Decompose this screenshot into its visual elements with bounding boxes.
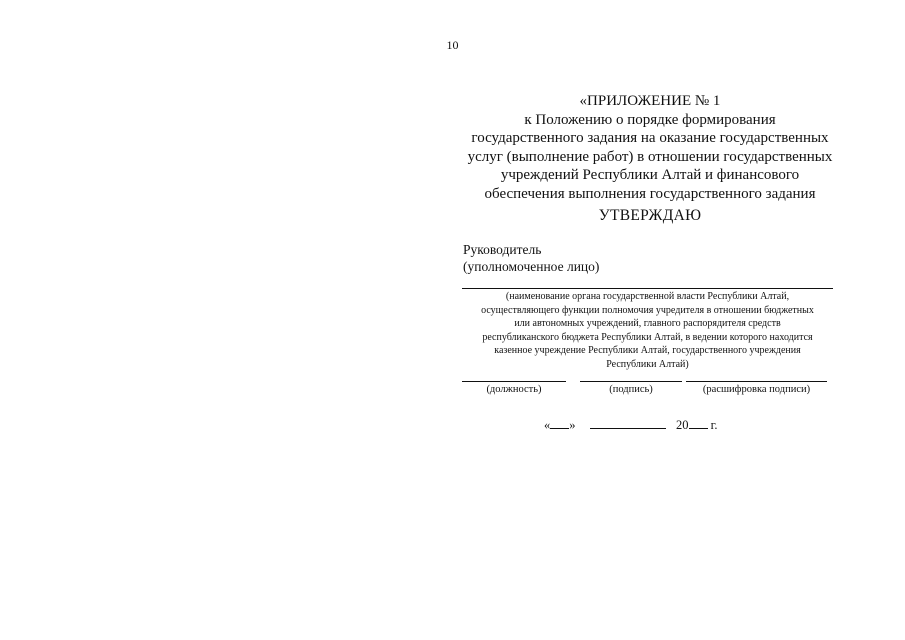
position-blank-line <box>462 381 566 382</box>
position-caption: (должность) <box>486 384 542 395</box>
head-title: Руководитель <box>463 242 542 257</box>
appendix-heading <box>440 92 860 203</box>
appendix-line: государственного задания на оказание государственных <box>471 130 829 146</box>
transcript-field <box>686 381 827 395</box>
date-open-quote: « <box>544 418 551 432</box>
appendix-line: обеспечения выполнения государственного задания <box>484 185 816 202</box>
date-day-blank <box>550 418 569 429</box>
organization-hint-line: (наименование органа государственной власти Республики Алтай, <box>505 291 790 302</box>
date-year-field <box>676 418 717 433</box>
date-day-field <box>544 418 576 433</box>
date-month-field <box>590 418 666 433</box>
date-year-suffix: г. <box>710 418 718 432</box>
signature-blank-line <box>580 381 682 382</box>
date-close-quote: » <box>569 418 576 432</box>
position-field <box>462 381 566 395</box>
date-year-prefix: 20 <box>676 418 689 432</box>
date-year-blank <box>689 418 708 429</box>
head-subtitle: (уполномоченное лицо) <box>463 258 600 274</box>
signature-caption: (подпись) <box>609 384 653 395</box>
appendix-line: услуг (выполнение работ) в отношении государственных <box>467 148 833 165</box>
page-number: 10 <box>446 38 459 52</box>
date-month-blank <box>590 418 666 429</box>
transcript-blank-line <box>686 381 827 382</box>
organization-hint <box>462 290 833 371</box>
approve-heading: УТВЕРЖДАЮ <box>598 207 702 224</box>
organization-hint-line: или автономных учреждений, главного распорядителя средств <box>514 318 781 329</box>
transcript-caption: (расшифровка подписи) <box>702 384 811 395</box>
signature-field <box>580 381 682 395</box>
organization-hint-line: осуществляющего функции полномочия учредителя в отношении бюджетных <box>481 304 814 316</box>
organization-hint-line: Республики Алтай) <box>606 358 689 370</box>
appendix-line: к Положению о порядке формирования <box>524 111 776 128</box>
appendix-line: «ПРИЛОЖЕНИЕ № 1 <box>579 93 721 109</box>
head-label <box>463 242 599 275</box>
organization-blank-line <box>462 288 833 289</box>
appendix-line: учреждений Республики Алтай и финансового <box>500 167 800 183</box>
organization-hint-line: казенное учреждение Республики Алтай, государственного учреждения <box>494 345 801 356</box>
organization-hint-line: республиканского бюджета Республики Алтай, в ведении которого находится <box>482 331 813 343</box>
